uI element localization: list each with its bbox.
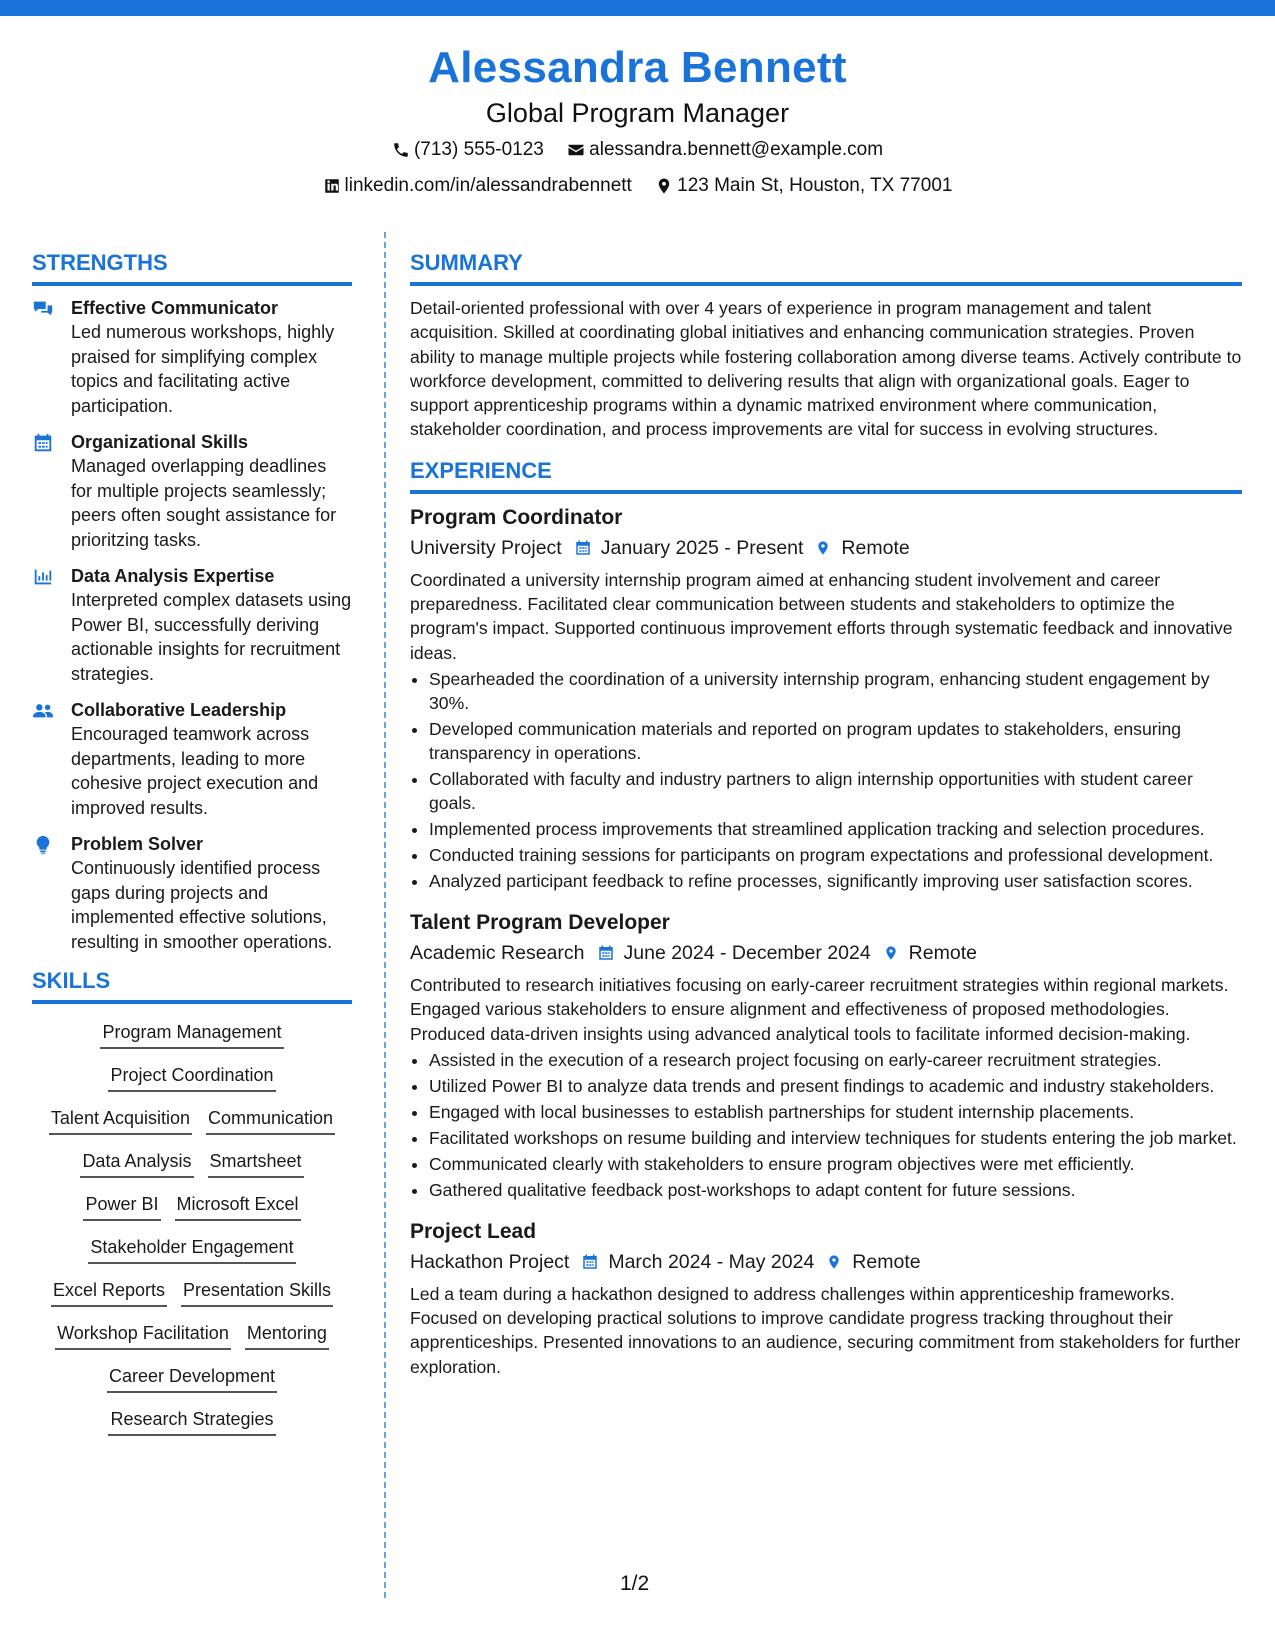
strength-item — [32, 832, 352, 954]
strength-desc: Led numerous workshops, highly praised for simplifying complex topics and facilitating active participation. — [71, 322, 335, 416]
strength-desc: Encouraged teamwork across departments, leading to more cohesive project execution and improved results. — [71, 724, 319, 818]
skill-tag: Excel Reports — [51, 1278, 167, 1307]
job-title: Project Lead — [410, 1219, 537, 1243]
skill-tag: Research Strategies — [108, 1407, 275, 1436]
lightbulb-icon — [32, 834, 54, 856]
strength-title: Effective Communicator — [71, 298, 279, 318]
left-column — [32, 248, 352, 1450]
job-description: Coordinated a university internship program aimed at enhancing student involvement and career preparedness. Facilitated clear communication between students and stakeholders to optimize the program's impact. Supported continuous improvement efforts through systematic feedback and innovative ideas. — [410, 569, 1233, 663]
summary-text: Detail-oriented professional with over 4 years of experience in program management and talent acquisition. Skilled at coordinating global initiatives and enhancing communication strategies. Proven ability to manage multiple projects while fostering collaboration among diverse teams. Actively contribute to workforce development, committed to delivering results that align with organizational goals. Eager to support apprenticeship programs within a dynamic matrixed environment where communication, stakeholder coordination, and process improvements are vital for success in evolving structures. — [410, 298, 1242, 440]
job-bullets — [410, 667, 1242, 893]
job-bullet: • Conducted training sessions for participants on program expectations and professional development. — [429, 843, 1242, 867]
job-location: Remote — [852, 1250, 921, 1273]
skill-tag: Smartsheet — [208, 1149, 304, 1178]
page-number: 1/2 — [620, 1572, 650, 1595]
job-location: Remote — [841, 536, 910, 559]
linkedin-text[interactable]: linkedin.com/in/alessandrabennett — [344, 175, 632, 196]
job-location: Remote — [908, 941, 977, 964]
calendar-icon — [581, 1252, 599, 1272]
strength-title: Organizational Skills — [71, 432, 249, 452]
strength-item — [32, 430, 352, 552]
strength-title: Problem Solver — [71, 834, 204, 854]
skill-tag: Data Analysis — [80, 1149, 193, 1178]
job-meta — [410, 1248, 1242, 1276]
linkedin-icon — [323, 177, 341, 195]
email-contact[interactable] — [567, 138, 883, 162]
job-bullet: • Utilized Power BI to analyze data trends and present findings to academic and industry stakeholders. — [429, 1074, 1242, 1098]
resume-header — [0, 40, 1275, 202]
job-dates: March 2024 - May 2024 — [608, 1250, 815, 1273]
chart-icon — [32, 566, 54, 588]
job-bullet: • Implemented process improvements that streamlined application tracking and selection procedures. — [429, 817, 1242, 841]
strength-item — [32, 698, 352, 820]
strength-title: Data Analysis Expertise — [71, 566, 275, 586]
job-title: Program Coordinator — [410, 505, 623, 529]
email-text[interactable]: alessandra.bennett@example.com — [589, 139, 884, 160]
column-divider — [384, 232, 386, 1598]
phone-contact — [392, 138, 544, 162]
job-bullet: • Spearheaded the coordination of a university internship program, enhancing student engagement by 30%. — [429, 667, 1242, 715]
job-dates: June 2024 - December 2024 — [623, 941, 871, 964]
top-accent-bar — [0, 0, 1275, 16]
job-bullet: • Developed communication materials and reported on program updates to stakeholders, ensuring transparency in operations. — [429, 717, 1242, 765]
job-entry — [410, 504, 1242, 893]
job-entry — [410, 1218, 1242, 1379]
calendar-icon — [597, 943, 615, 963]
skill-tag: Project Coordination — [108, 1063, 275, 1092]
map-pin-icon — [826, 1252, 842, 1272]
skill-tag: Program Management — [100, 1020, 283, 1049]
skill-tag: Career Development — [107, 1364, 277, 1393]
strengths-heading: STRENGTHS — [32, 248, 352, 286]
strength-item — [32, 564, 352, 686]
skill-tag: Workshop Facilitation — [55, 1321, 231, 1350]
candidate-name: Alessandra Bennett — [428, 43, 847, 92]
calendar-icon — [574, 538, 592, 558]
job-org: University Project — [410, 536, 562, 559]
skill-tag: Power BI — [83, 1192, 160, 1221]
job-bullet: • Gathered qualitative feedback post-workshops to adapt content for future sessions. — [429, 1178, 1242, 1202]
job-bullet: • Engaged with local businesses to establish partnerships for student internship placements. — [429, 1100, 1242, 1124]
job-org: Hackathon Project — [410, 1250, 570, 1273]
comments-icon — [32, 298, 54, 320]
map-pin-icon — [655, 177, 673, 195]
job-meta — [410, 939, 1242, 967]
job-bullet: • Communicated clearly with stakeholders to ensure program objectives were met efficiently. — [429, 1152, 1242, 1176]
job-dates: January 2025 - Present — [600, 536, 804, 559]
address-text: 123 Main St, Houston, TX 77001 — [677, 175, 953, 196]
strength-desc: Interpreted complex datasets using Power BI, successfully deriving actionable insights for recruitment strategies. — [71, 590, 352, 684]
strength-item — [32, 296, 352, 418]
summary-heading: SUMMARY — [410, 248, 1242, 286]
experience-heading: EXPERIENCE — [410, 456, 1242, 494]
job-bullet: • Collaborated with faculty and industry partners to align internship opportunities with student career goals. — [429, 767, 1242, 815]
job-description: Led a team during a hackathon designed to address challenges within apprenticeship frameworks. Focused on developing practical solutions to improve candidate progress tracking throughout their apprenticeships. Presented innovations to an audience, securing commitment from stakeholders for further exploration. — [410, 1283, 1241, 1377]
skill-tag: Microsoft Excel — [175, 1192, 301, 1221]
job-meta — [410, 534, 1242, 562]
skill-tag: Talent Acquisition — [49, 1106, 192, 1135]
job-bullet: • Analyzed participant feedback to refine processes, significantly improving user satisfaction scores. — [429, 869, 1242, 893]
strength-desc: Managed overlapping deadlines for multiple projects seamlessly; peers often sought assistance for prioritzing tasks. — [71, 456, 337, 550]
contact-row-1 — [0, 138, 1275, 166]
phone-icon — [392, 141, 410, 159]
job-title: Talent Program Developer — [410, 910, 670, 934]
skill-tag: Communication — [206, 1106, 335, 1135]
candidate-title: Global Program Manager — [485, 98, 790, 128]
job-bullet: • Assisted in the execution of a research project focusing on early-career recruitment strategies. — [429, 1048, 1242, 1072]
strength-title: Collaborative Leadership — [71, 700, 287, 720]
skills-list — [32, 1020, 352, 1436]
contact-row-2 — [0, 174, 1275, 202]
map-pin-icon — [815, 538, 831, 558]
linkedin-contact[interactable] — [323, 174, 632, 198]
job-description: Contributed to research initiatives focusing on early-career recruitment strategies within regional markets. Engaged various stakeholders to ensure alignment and effectiveness of proposed methodologies. Produced data-driven insights using advanced analytical tools to facilitate informed decision-making. — [410, 974, 1229, 1044]
skill-tag: Mentoring — [245, 1321, 329, 1350]
job-org: Academic Research — [410, 941, 585, 964]
users-icon — [32, 700, 54, 722]
calendar-icon — [32, 432, 54, 454]
skill-tag: Stakeholder Engagement — [88, 1235, 295, 1264]
job-bullet: • Facilitated workshops on resume building and interview techniques for students entering the job market. — [429, 1126, 1242, 1150]
right-column — [410, 248, 1242, 1379]
map-pin-icon — [883, 943, 899, 963]
address-contact — [655, 174, 952, 198]
strength-desc: Continuously identified process gaps during projects and implemented effective solutions, resulting in smoother operations. — [71, 858, 333, 952]
job-bullets — [410, 1048, 1242, 1202]
phone-text: (713) 555-0123 — [413, 139, 544, 160]
job-entry — [410, 909, 1242, 1202]
skills-heading: SKILLS — [32, 966, 352, 1004]
envelope-icon — [567, 141, 585, 159]
skill-tag: Presentation Skills — [181, 1278, 333, 1307]
